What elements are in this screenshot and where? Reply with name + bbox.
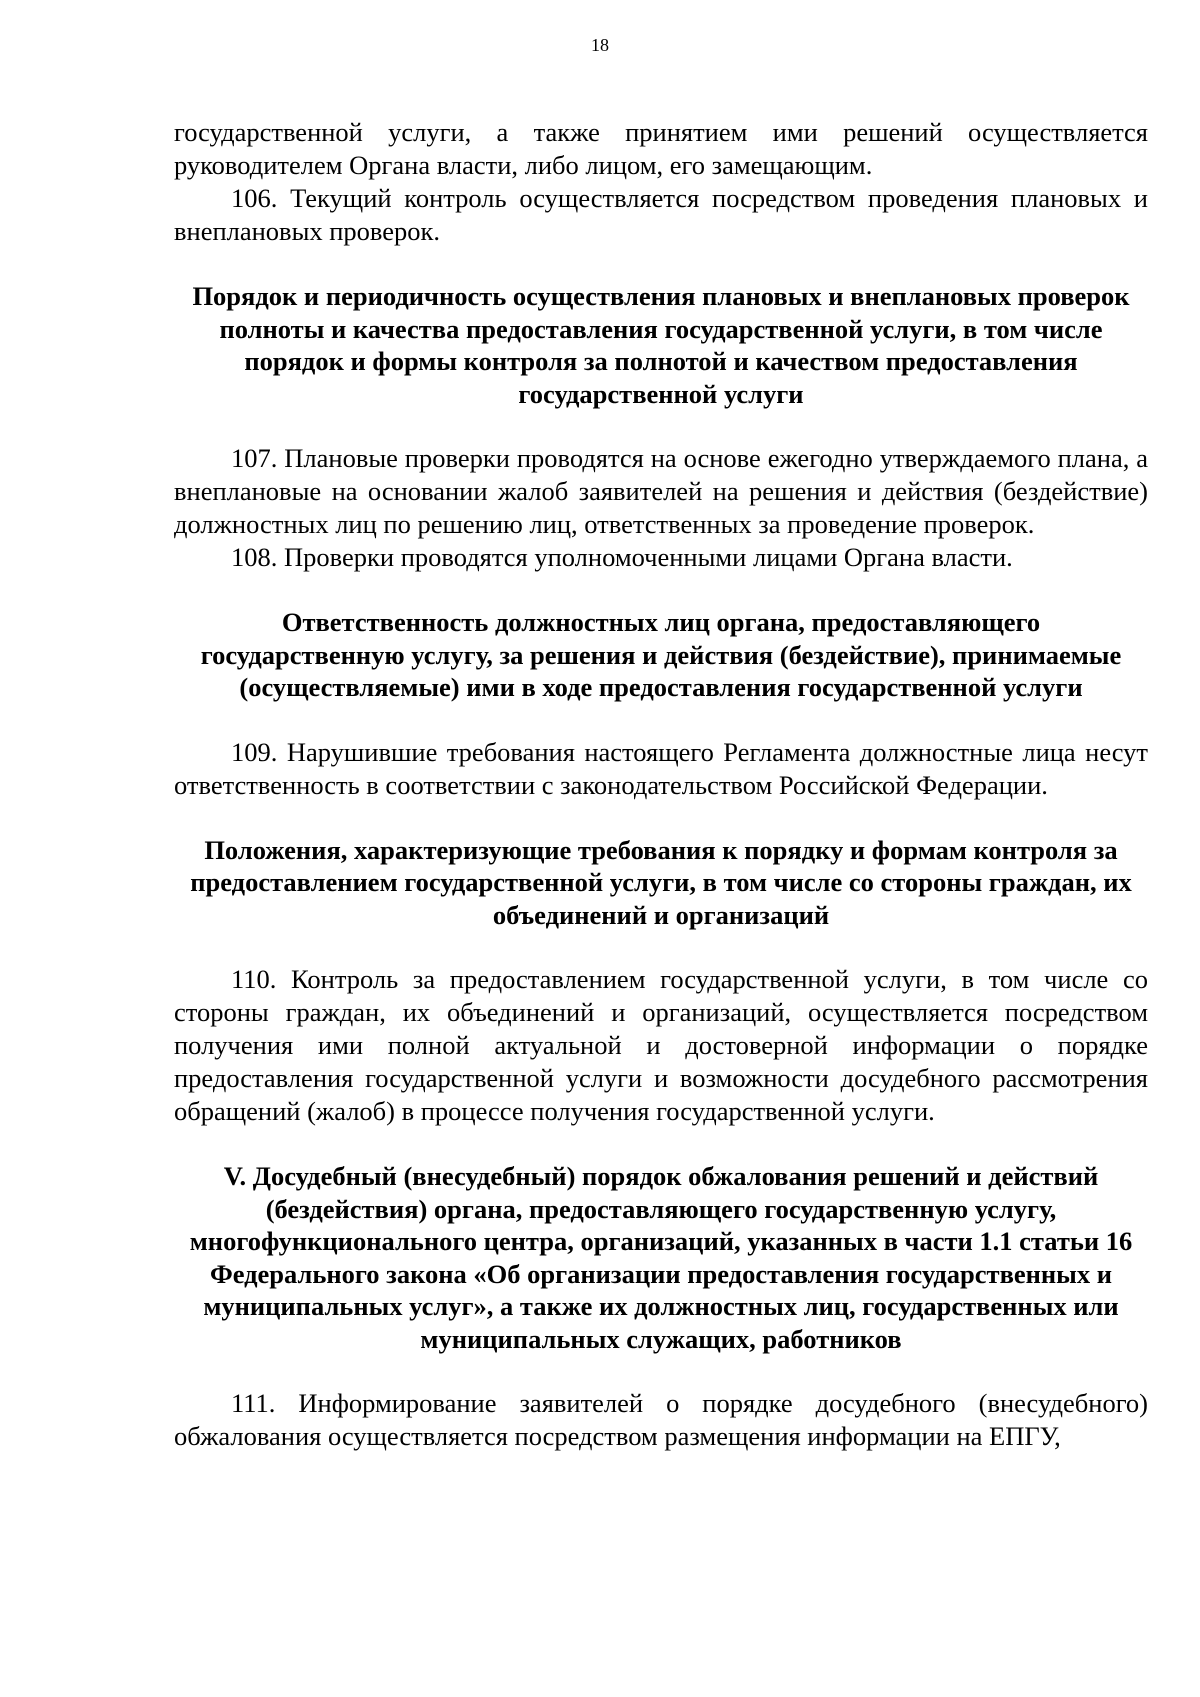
chapter-heading-v: V. Досудебный (внесудебный) порядок обжалования решений и действий (бездействия) органа, предоставляющего государственную услугу, многофункционального центра, организаций, указанных в части 1.1 статьи 16 Федерального закона «Об организации предоставления государственных и муниципальных услуг», а также их должностных лиц, государственных или муниципальных служащих, работников [189,1161,1133,1354]
paragraph-108: 108. Проверки проводятся уполномоченными лицами Органа власти. [231,542,1013,572]
paragraph-106: 106. Текущий контроль осуществляется посредством проведения плановых и внеплановых проверок. [174,183,1148,246]
paragraph-109: 109. Нарушившие требования настоящего Регламента должностные лица несут ответственность в соответствии с законодательством Российской Федерации. [174,736,1148,800]
spacer [174,574,1148,606]
paragraph-107: 107. Плановые проверки проводятся на основе ежегодно утверждаемого плана, а внеплановые на основании жалоб заявителей на решения и действия (бездействие) должностных лиц по решению лиц, ответственных за проведение проверок. [174,443,1148,539]
section-heading-inspections: Порядок и периодичность осуществления плановых и внеплановых проверок полноты и качества предоставления государственной услуги, в том числе порядок и формы контроля за полнотой и качеством предоставления государственной услуги [192,281,1130,409]
section-heading-responsibility: Ответственность должностных лиц органа, предоставляющего государственную услугу, за решения и действия (бездействие), принимаемые (осуществляемые) ими в ходе предоставления государственной услуги [200,607,1122,702]
paragraph-continuation: государственной услуги, а также принятием ими решений осуществляется руководителем Органа власти, либо лицом, его замещающим. [174,117,1148,180]
section-heading-control-requirements: Положения, характеризующие требования к порядку и формам контроля за предоставлением государственной услуги, в том числе со стороны граждан, их объединений и организаций [190,834,1132,930]
page-number: 18 [591,35,609,55]
paragraph-110: 110. Контроль за предоставлением государственной услуги, в том числе со стороны граждан, их объединений и организаций, осуществляется посредством получения ими полной актуальной и достоверной информации о порядке предоставления государственной услуги и возможности досудебного рассмотрения обращений (жалоб) в процессе получения государственной услуги. [174,964,1148,1126]
spacer [174,1128,1148,1160]
paragraph-111: 111. Информирование заявителей о порядке досудебного (внесудебного) обжалования осуществляется посредством размещения информации на ЕПГУ, [174,1388,1148,1451]
spacer [174,931,1148,963]
spacer [174,410,1148,442]
spacer [174,704,1148,736]
spacer [174,248,1148,280]
spacer [174,802,1148,834]
spacer [174,1355,1148,1387]
document-body [174,116,1148,1453]
